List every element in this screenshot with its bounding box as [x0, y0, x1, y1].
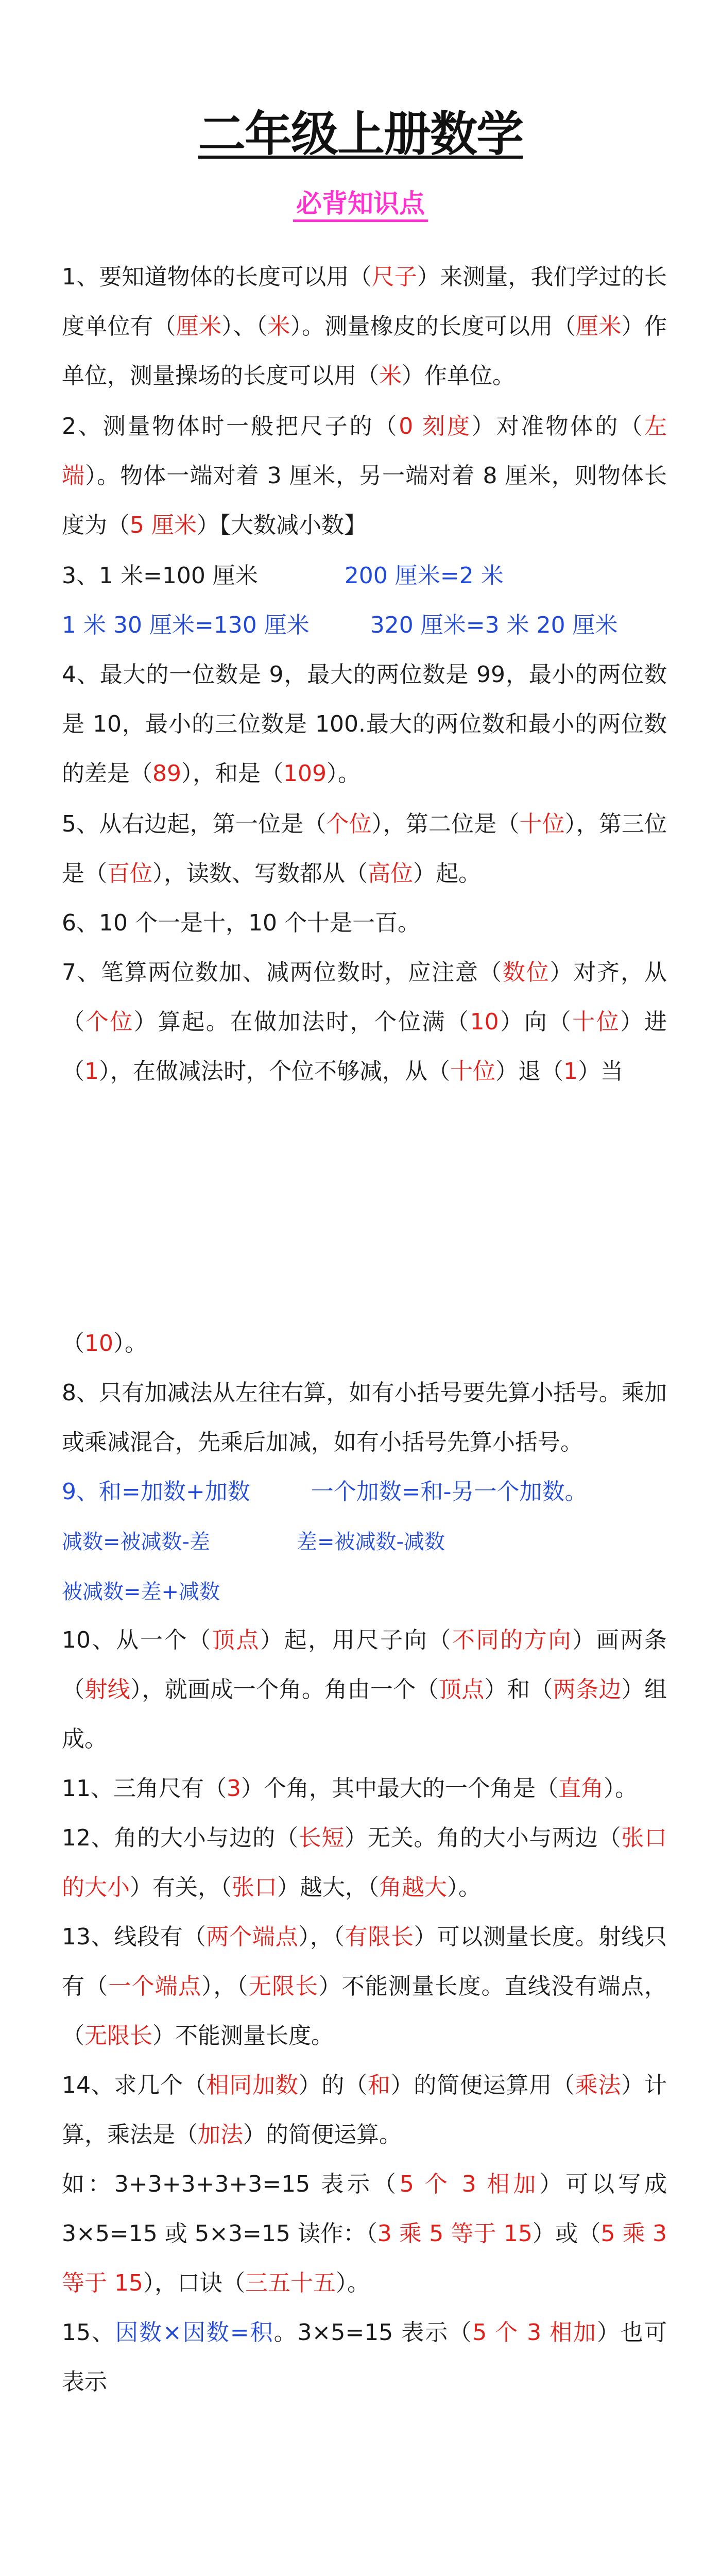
- text: ）组成。: [62, 1676, 667, 1752]
- text: ）画两条（: [62, 1627, 667, 1703]
- text: ）。: [604, 1775, 638, 1802]
- text: ）或（: [532, 2221, 601, 2247]
- answer: 无限长: [84, 2023, 152, 2049]
- text: ），就画成一个角。角由一个（: [130, 1676, 439, 1703]
- answer: 尺子: [371, 264, 417, 290]
- point-13: [62, 1912, 667, 2061]
- text: ）可以写成 3×5=15 或 5×3=15 读作：（: [62, 2171, 667, 2247]
- point-10: [62, 1616, 667, 1764]
- answer: 5 乘 3 等于 15: [62, 2221, 667, 2296]
- answer: 直角: [558, 1775, 604, 1802]
- text: 10、从一个（: [62, 1627, 212, 1653]
- point-14: [62, 2061, 667, 2160]
- text: ）。: [113, 1330, 147, 1357]
- point-1: [62, 252, 667, 401]
- text: ）。: [335, 2270, 370, 2296]
- unit-conversion: 1 米 30 厘米=130 厘米: [62, 612, 310, 638]
- formula: 减数=被减数-差: [62, 1530, 210, 1554]
- text: 7、笔算两位数加、减两位数时，应注意（: [62, 959, 503, 986]
- point-11: [62, 1764, 667, 1814]
- answer: 两条边: [553, 1676, 622, 1703]
- text: ）计算，乘法是（: [62, 2072, 667, 2148]
- answer: 个位: [85, 1009, 134, 1035]
- point-7: [62, 948, 667, 1096]
- text: 11、三角尺有（: [62, 1775, 227, 1802]
- formula: 因数×因数=积: [115, 2319, 274, 2346]
- text: ）无关。角的大小与两边（: [345, 1825, 622, 1851]
- answer: 射线: [84, 1676, 131, 1703]
- text: ）对准物体的（: [471, 413, 645, 439]
- answer: 数位: [502, 959, 550, 986]
- text: ）来测量，我们学过的长度单位有（: [62, 264, 667, 340]
- text: ）可以测量长度。射线只有（: [62, 1924, 667, 1999]
- point-9: [62, 1467, 667, 1617]
- answer: 89: [152, 760, 181, 787]
- answer: 顶点: [438, 1676, 485, 1703]
- answer: 角越大: [379, 1874, 447, 1901]
- text: ）有关，（: [130, 1874, 232, 1901]
- answer: 厘米: [176, 313, 222, 340]
- answer: 1: [563, 1058, 578, 1084]
- point-14-example: [62, 2160, 667, 2308]
- answer: 百位: [107, 860, 152, 887]
- page-title: 二年级上册数学: [198, 107, 523, 162]
- formula: 差=被减数-减数: [296, 1530, 445, 1554]
- text: ）当: [578, 1058, 623, 1084]
- text: ），读数、写数都从（: [152, 860, 368, 887]
- unit-conversion: 320 厘米=3 米 20 厘米: [370, 612, 618, 638]
- answer: 0 刻度: [399, 413, 472, 439]
- answer: 5 个 3 相加: [399, 2171, 540, 2197]
- point-6: 6、10 个一是十，10 个十是一百。: [62, 910, 420, 936]
- text: ）、（: [221, 313, 268, 340]
- text: ）的简便运算。: [243, 2122, 402, 2148]
- answer: 左端: [62, 413, 667, 489]
- text: ），和是（: [181, 760, 283, 787]
- answer: 张口: [232, 1874, 277, 1901]
- text: ）起。: [413, 860, 481, 887]
- point-12: [62, 1814, 667, 1912]
- text: ），口诀（: [143, 2270, 245, 2296]
- answer: 十位: [450, 1058, 495, 1084]
- answer: 米: [379, 363, 402, 389]
- point-15: [62, 2308, 667, 2407]
- text: 12、角的大小与边的（: [62, 1825, 299, 1851]
- answer: 3: [227, 1775, 241, 1802]
- answer: 三五十五: [245, 2270, 336, 2296]
- text: ）不能测量长度。: [152, 2023, 334, 2049]
- subtitle-wrapper: [0, 191, 721, 222]
- answer: 5 厘米: [130, 512, 197, 538]
- page-subtitle: 必背知识点: [293, 191, 428, 222]
- text: 4、最大的一位数是 9，最大的两位数是 99，最小的两位数是 10，最小的三位数是 100.最大的两位数和最小的两位数的差是（: [62, 662, 667, 787]
- text: 5、从右边起，第一位是（: [62, 811, 327, 837]
- answer: 高位: [368, 860, 413, 887]
- text: ），（: [201, 1973, 249, 1999]
- formula: 9、和=加数+加数: [62, 1479, 250, 1505]
- formula: 一个加数=和-另一个加数。: [311, 1479, 588, 1505]
- answer: 十位: [572, 1009, 621, 1035]
- text: 1、要知道物体的长度可以用（: [62, 264, 372, 290]
- text: ）。物体一端对着 3 厘米，另一端对着 8 厘米，则物体长度为（: [62, 463, 667, 538]
- formula: 被减数=差+减数: [62, 1580, 220, 1604]
- text: 14、求几个（: [62, 2072, 207, 2098]
- point-4: [62, 650, 667, 799]
- text: ）作单位。: [402, 363, 515, 389]
- answer: 10: [84, 1330, 113, 1357]
- answer: 5 个 3 相加: [472, 2319, 597, 2346]
- text: 3、1 米=100 厘米: [62, 563, 258, 589]
- text: ）的（: [298, 2072, 368, 2098]
- text: 如：3+3+3+3+3=15 表示（: [62, 2171, 400, 2197]
- answer: 十位: [519, 811, 565, 837]
- text: ）越大，（: [277, 1874, 379, 1901]
- text: ）和（: [484, 1676, 553, 1703]
- answer: 个位: [326, 811, 372, 837]
- answer: 不同的方向: [452, 1627, 573, 1653]
- answer: 一个端点: [108, 1973, 202, 1999]
- answer: 109: [283, 760, 327, 787]
- point-5: [62, 800, 667, 899]
- text: ），第三位是（: [62, 811, 667, 887]
- answer: 张口的大小: [62, 1825, 667, 1901]
- point-8: 8、只有加减法从左往右算，如有小括号要先算小括号。乘加或乘减混合，先乘后加减，如有小括号先算小括号。: [62, 1380, 667, 1455]
- text: ）【大数减小数】: [196, 512, 367, 538]
- text: ），在做减法时，个位不够减，从（: [99, 1058, 450, 1084]
- text: ）对齐，从（: [62, 959, 667, 1035]
- text: ）。测量橡皮的长度可以用（: [290, 313, 576, 340]
- text: ）也可表示: [62, 2319, 667, 2395]
- text: ）。: [447, 1874, 481, 1901]
- answer: 1: [84, 1058, 99, 1084]
- unit-conversion: 200 厘米=2 米: [344, 563, 504, 589]
- point-2: [62, 402, 667, 550]
- text: ）起，用尺子向（: [260, 1627, 452, 1653]
- answer: 相同加数: [206, 2072, 299, 2098]
- text: ）算起。在做加法时，个位满（: [133, 1009, 470, 1035]
- text: ），（: [298, 1924, 345, 1950]
- text: ）。: [326, 760, 360, 787]
- answer: 无限长: [248, 1973, 319, 1999]
- text: ）个角，其中最大的一个角是（: [241, 1775, 558, 1802]
- answer: 和: [367, 2072, 391, 2098]
- text: （: [62, 1330, 84, 1357]
- answer: 3 乘 5 等于 15: [377, 2221, 533, 2247]
- text: ）不能测量长度。直线没有端点，（: [62, 1973, 667, 2049]
- answer: 加法: [198, 2122, 243, 2148]
- text: ）向（: [499, 1009, 573, 1035]
- answer: 长短: [298, 1825, 345, 1851]
- text: ）进（: [62, 1009, 667, 1084]
- text: ）退（: [495, 1058, 563, 1084]
- answer: 10: [470, 1009, 499, 1035]
- text: 。3×5=15 表示（: [273, 2319, 473, 2346]
- text: ）的简便运算用（: [390, 2072, 575, 2098]
- text: ）作单位，测量操场的长度可以用（: [62, 313, 667, 389]
- answer: 有限长: [345, 1924, 414, 1950]
- point-7-continued: [62, 1319, 667, 1368]
- point-3: [62, 551, 667, 650]
- answer: 米: [267, 313, 290, 340]
- answer: 乘法: [575, 2072, 622, 2098]
- text: 13、线段有（: [62, 1924, 207, 1950]
- text: 15、: [62, 2319, 115, 2346]
- answer: 顶点: [212, 1627, 260, 1653]
- text: ），第二位是（: [371, 811, 520, 837]
- answer: 两个端点: [206, 1924, 299, 1950]
- answer: 厘米: [576, 313, 622, 340]
- text: 2、测量物体时一般把尺子的（: [62, 413, 399, 439]
